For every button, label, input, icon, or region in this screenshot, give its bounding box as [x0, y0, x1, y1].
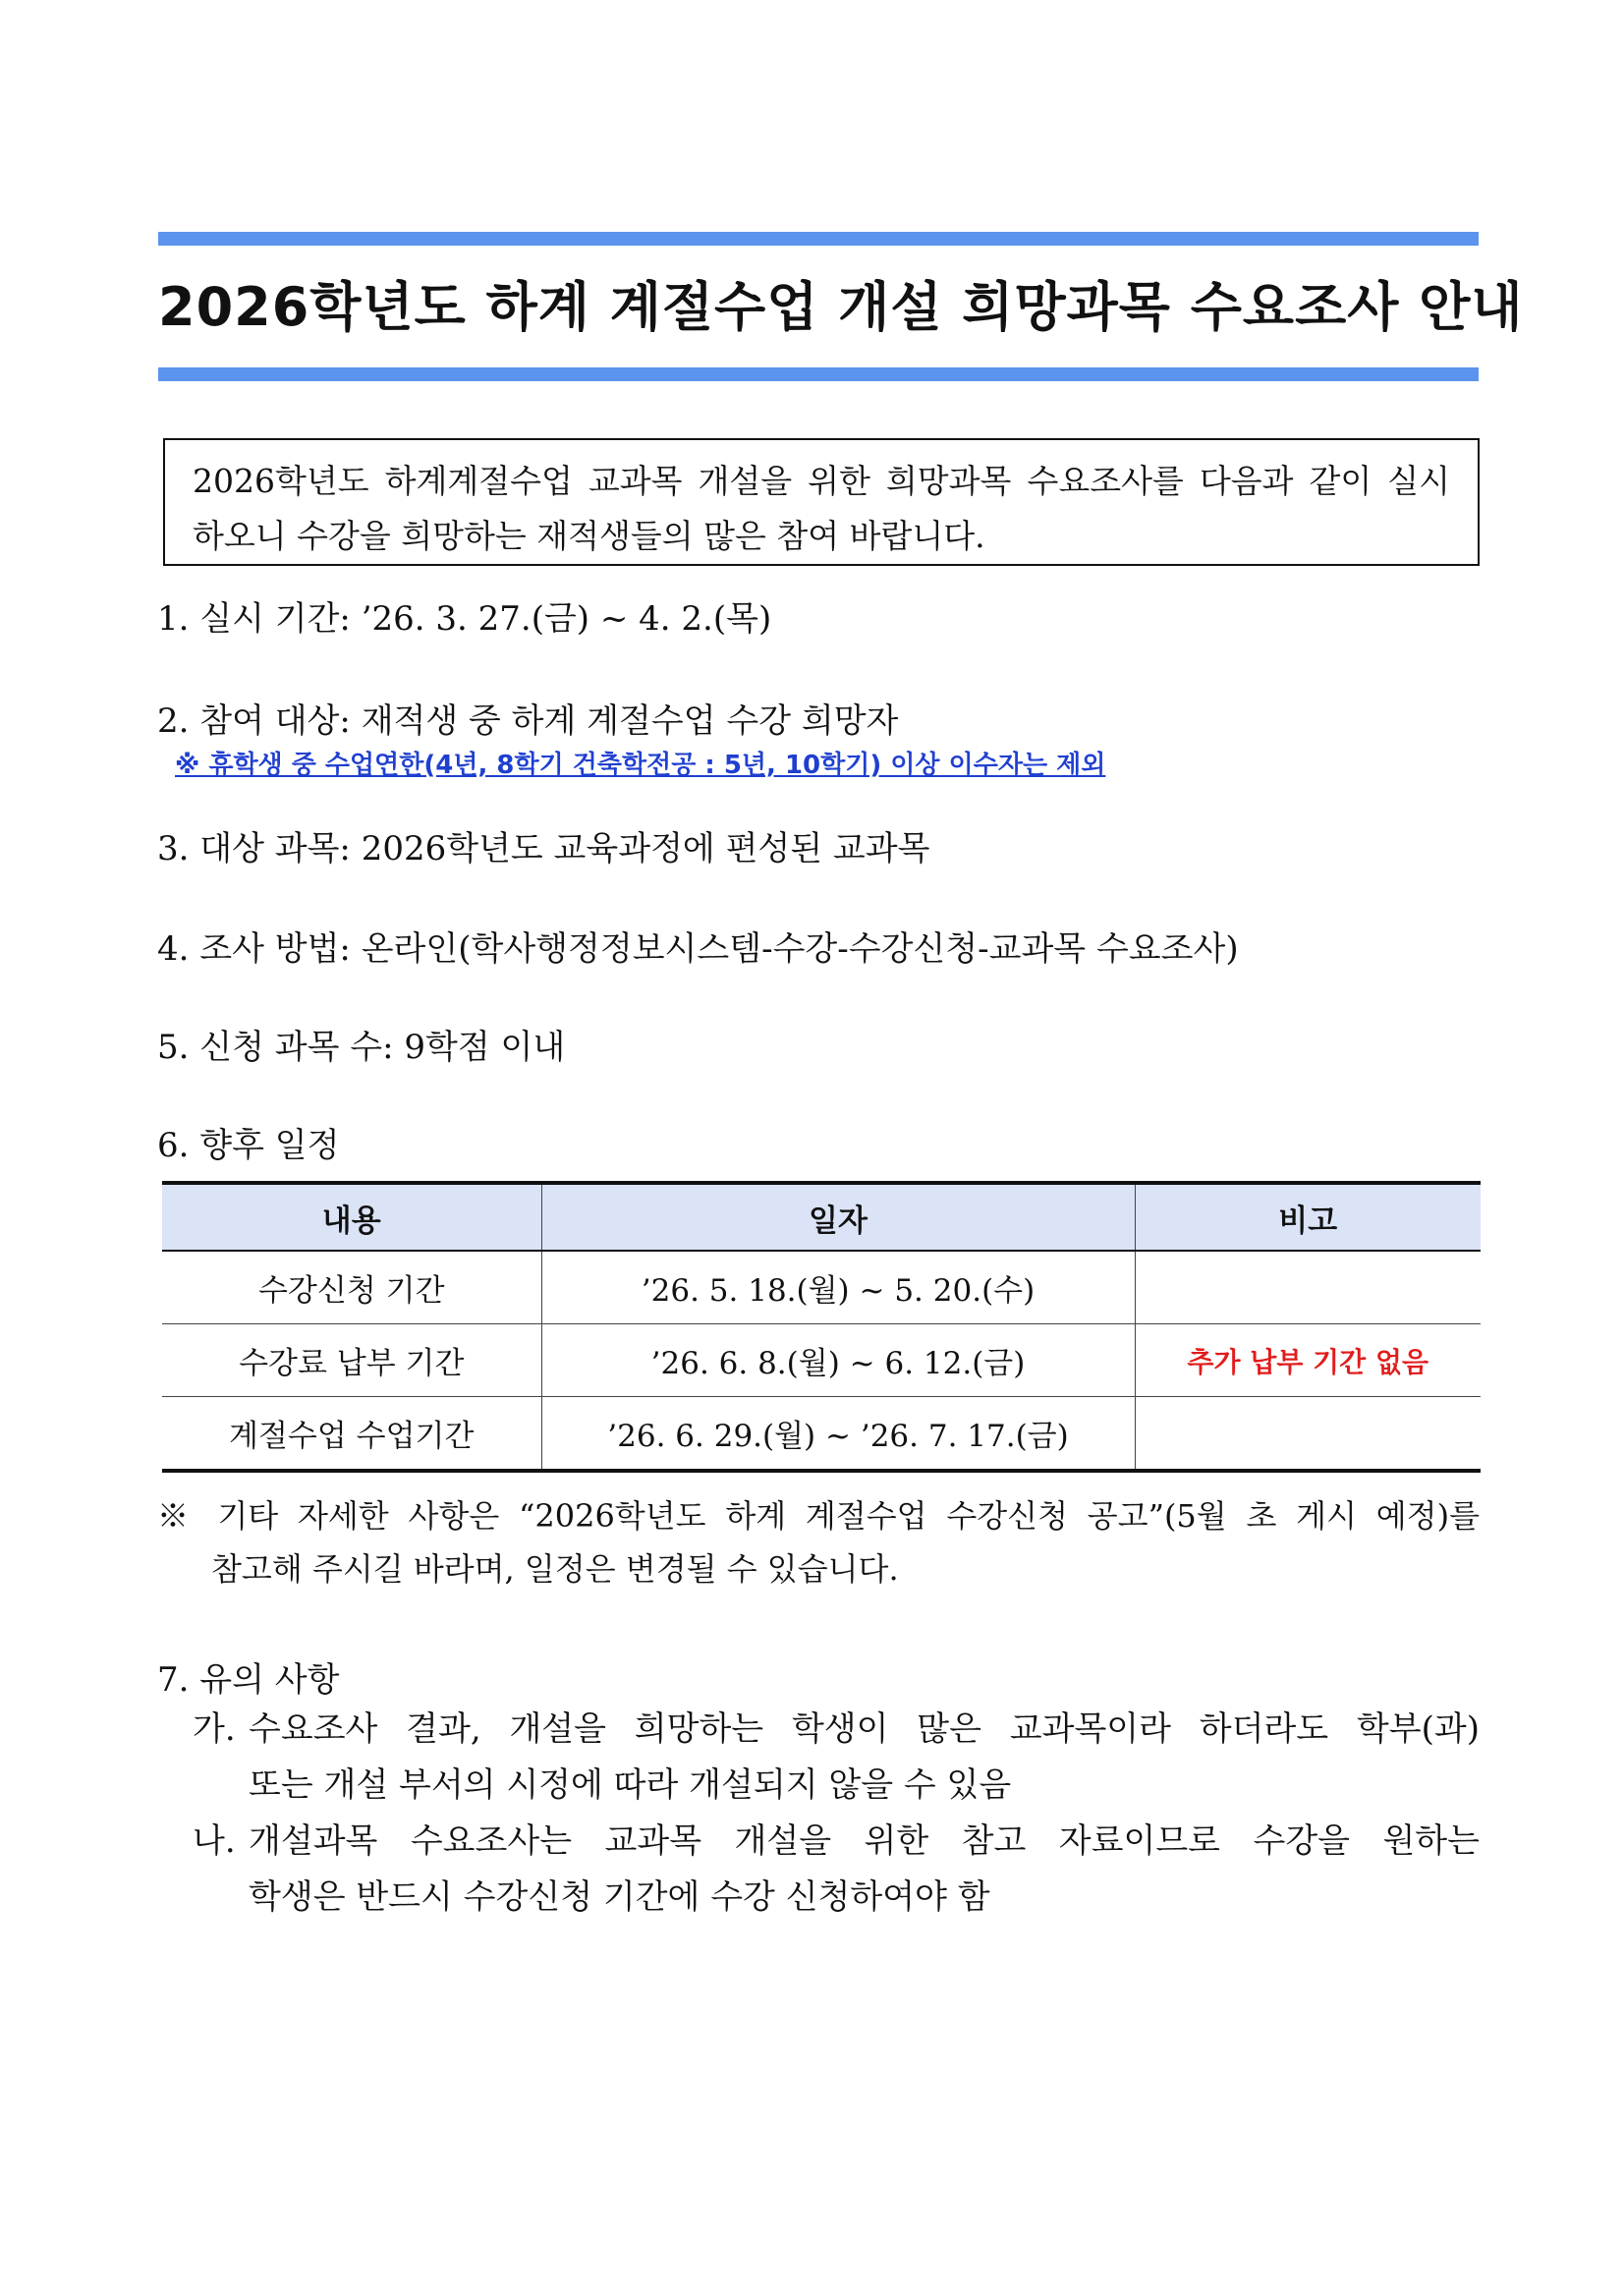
caution-a-line-1: 수요조사 결과, 개설을 희망하는 학생이 많은 교과목이라 하더라도 학부(과) — [249, 1709, 1480, 1749]
etc-note — [157, 1489, 1480, 1595]
caution-b-line-2: 학생은 반드시 수강신청 기간에 수강 신청하여야 함 — [249, 1877, 990, 1917]
caution-b-mark: 나. — [193, 1821, 236, 1861]
title-rule-top — [158, 232, 1479, 246]
row-date: ’26. 5. 18.(월) ~ 5. 20.(수) — [541, 1251, 1135, 1324]
row-date: ’26. 6. 8.(월) ~ 6. 12.(금) — [541, 1324, 1135, 1397]
header-content: 내용 — [162, 1183, 541, 1251]
table-header-row — [162, 1183, 1481, 1251]
row-content: 수강료 납부 기간 — [162, 1324, 541, 1397]
schedule-table — [162, 1181, 1481, 1473]
header-note: 비고 — [1135, 1183, 1481, 1251]
item-target: 2. 참여 대상: 재적생 중 하계 계절수업 수강 희망자 — [157, 701, 899, 741]
caution-b-line-1: 개설과목 수요조사는 교과목 개설을 위한 참고 자료이므로 수강을 원하는 — [249, 1821, 1480, 1861]
intro-box — [163, 438, 1480, 566]
row-note — [1135, 1397, 1481, 1472]
table-row — [162, 1251, 1481, 1324]
caution-a — [193, 1702, 1480, 1814]
etc-line-1: ※ 기타 자세한 사항은 “2026학년도 하계 계절수업 수강신청 공고”(5월 초 게시 예정)를 — [157, 1497, 1480, 1535]
caution-b — [193, 1814, 1480, 1926]
item-method: 4. 조사 방법: 온라인(학사행정정보시스템-수강-수강신청-교과목 수요조사) — [157, 929, 1239, 969]
table-row — [162, 1324, 1481, 1397]
header-date: 일자 — [541, 1183, 1135, 1251]
row-content: 계절수업 수업기간 — [162, 1397, 541, 1472]
row-date: ’26. 6. 29.(월) ~ ’26. 7. 17.(금) — [541, 1397, 1135, 1472]
item-period: 1. 실시 기간: ’26. 3. 27.(금) ~ 4. 2.(목) — [157, 599, 772, 639]
row-content: 수강신청 기간 — [162, 1251, 541, 1324]
title-rule-bottom — [158, 367, 1479, 381]
etc-line-2: 참고해 주시길 바라며, 일정은 변경될 수 있습니다. — [211, 1550, 899, 1588]
row-note: 추가 납부 기간 없음 — [1135, 1324, 1481, 1397]
intro-line-2: 하오니 수강을 희망하는 재적생들의 많은 참여 바랍니다. — [193, 517, 985, 555]
caution-a-line-2: 또는 개설 부서의 시정에 따라 개설되지 않을 수 있음 — [249, 1765, 1012, 1805]
intro-line-1: 2026학년도 하계계절수업 교과목 개설을 위한 희망과목 수요조사를 다음과 같이 실시 — [193, 462, 1450, 500]
cautions-heading: 7. 유의 사항 — [157, 1660, 340, 1700]
page-title: 2026학년도 하계 계절수업 개설 희망과목 수요조사 안내 — [158, 276, 1524, 338]
item-count: 5. 신청 과목 수: 9학점 이내 — [157, 1028, 566, 1067]
target-note: ※ 휴학생 중 수업연한(4년, 8학기 건축학전공 : 5년, 10학기) 이상 이수자는 제외 — [175, 751, 1106, 780]
caution-a-mark: 가. — [193, 1709, 236, 1749]
schedule-heading: 6. 향후 일정 — [157, 1126, 340, 1165]
item-subjects: 3. 대상 과목: 2026학년도 교육과정에 편성된 교과목 — [157, 829, 930, 868]
row-note — [1135, 1251, 1481, 1324]
table-row — [162, 1397, 1481, 1472]
